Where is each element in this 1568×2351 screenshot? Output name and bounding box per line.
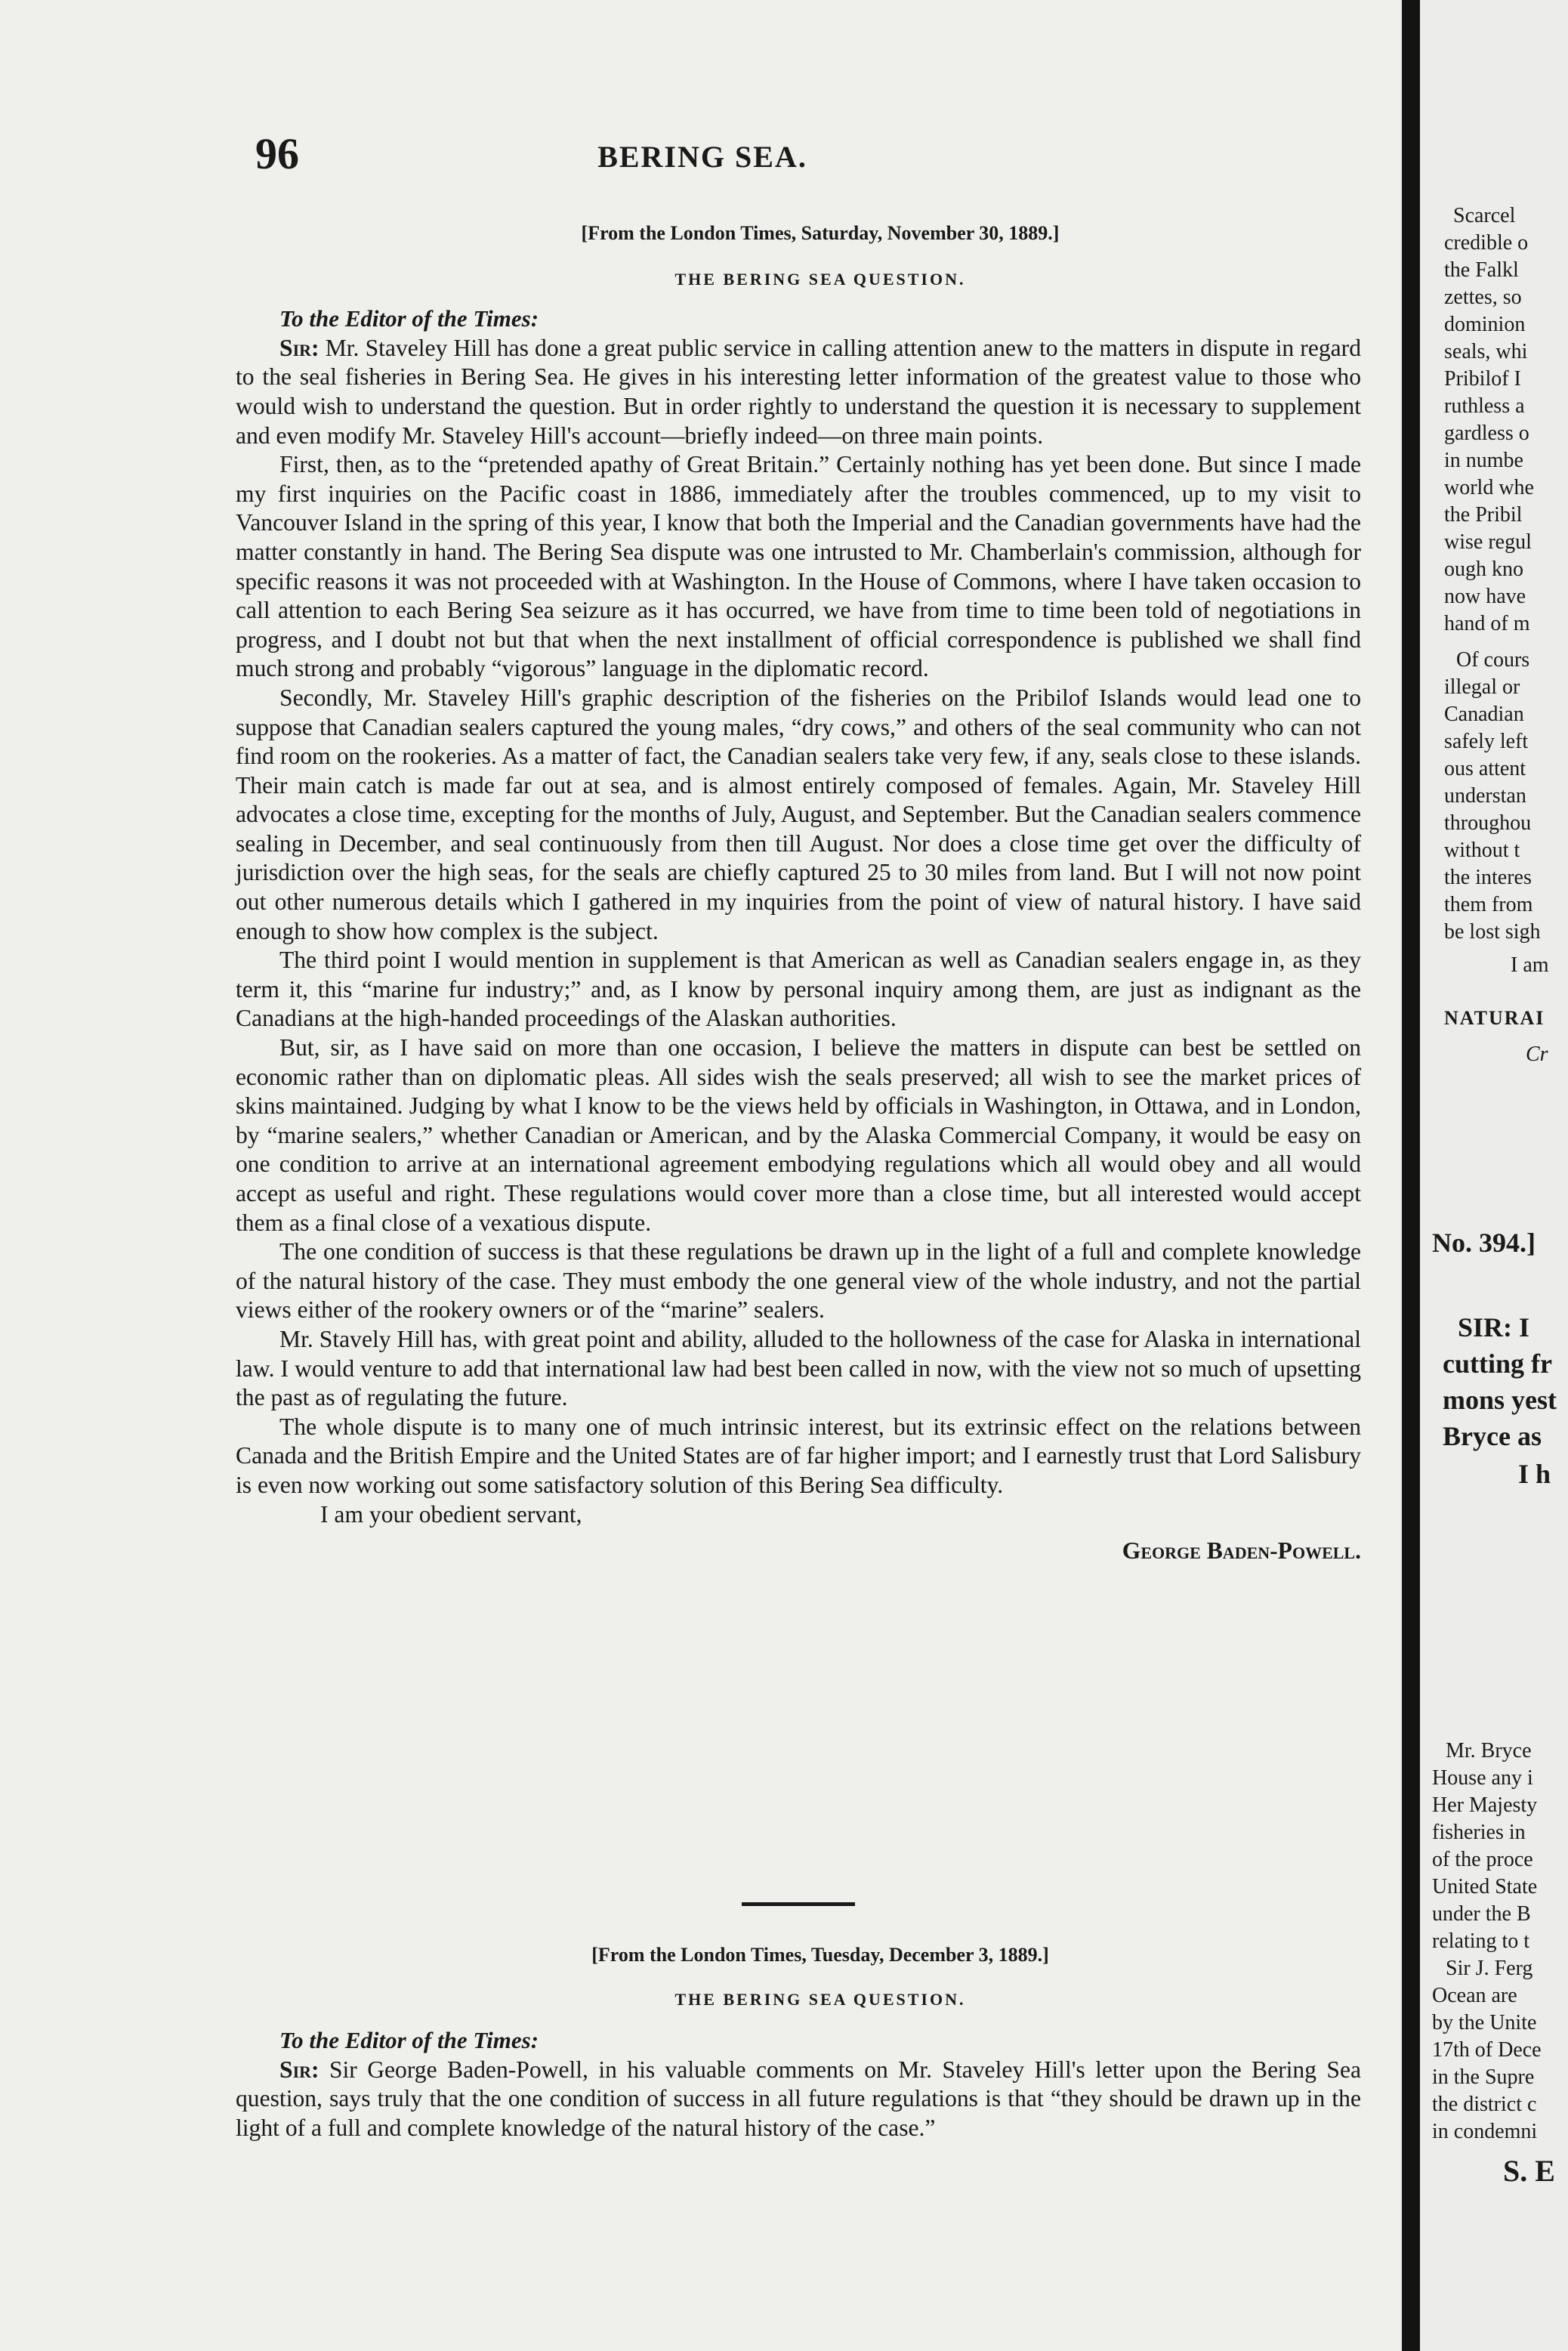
- fragment-line: wise regul: [1444, 530, 1532, 554]
- paragraph-7: Mr. Stavely Hill has, with great point and ability, alluded to the hollowness of the case for Alaska in international law. I would venture to add that international law had best been called in now, with the view not so much of upsetting the past as of regulating the future.: [236, 1325, 1361, 1411]
- fragment-line: Ocean are: [1432, 1984, 1517, 2007]
- fragment-line: throughou: [1444, 811, 1532, 835]
- fragment-line: United State: [1432, 1875, 1538, 1898]
- fragment-line: Cr: [1526, 1043, 1548, 1066]
- fragment-line: now have: [1444, 585, 1526, 608]
- fragment-line: Scarcel: [1453, 204, 1516, 227]
- fragment-line: ough kno: [1444, 558, 1523, 581]
- fragment-line: credible o: [1444, 231, 1529, 255]
- fragment-signature: S. E: [1503, 2154, 1555, 2188]
- fragment-line: zettes, so: [1444, 286, 1522, 309]
- fragment-line: illegal or: [1444, 675, 1520, 699]
- fragment-line: Bryce as: [1443, 1421, 1542, 1451]
- salutation-1: Sir:: [279, 334, 319, 361]
- fragment-doc-number: No. 394.]: [1432, 1228, 1536, 1258]
- fragment-line: without t: [1444, 839, 1520, 862]
- paragraph-1: Sir: Mr. Staveley Hill has done a great public service in calling attention anew to the matters in dispute in regard to the seal fisheries in Bering Sea. He gives in his interesting letter information of the greatest value to those who would wish to understand the question. But in order rightly to understand the question it is necessary to supplement and even modify Mr. Staveley Hill's account—briefly indeed—on three main points.: [236, 334, 1361, 449]
- fragment-line: the interes: [1444, 866, 1532, 889]
- fragment-line: of the proce: [1432, 1848, 1533, 1871]
- paragraph-4: The third point I would mention in supplement is that American as well as Canadian sealers engage in, as they term it, this “marine fur industry;” and, as I know by personal inquiry among them, are just as indignant as the Canadians at the high-handed proceedings of the Alaskan authorities.: [236, 947, 1361, 1032]
- fragment-line: them from: [1444, 893, 1533, 916]
- fragment-line: in numbe: [1444, 449, 1523, 472]
- fragment-line: Canadian: [1444, 703, 1524, 726]
- fragment-line: in condemni: [1432, 2120, 1538, 2143]
- fragment-line: under the B: [1432, 1902, 1531, 1926]
- fragment-line: ruthless a: [1444, 394, 1525, 418]
- fragment-line: SIR: I: [1458, 1312, 1530, 1342]
- paragraph-3: Secondly, Mr. Staveley Hill's graphic description of the fisheries on the Pribilof Islands would lead one to suppose that Canadian sealers captured the young males, “dry cows,” and others of the seal community who can not find room on the rookeries. As a matter of fact, the Canadian sealers take very few, if any, seals close to these islands. Their main catch is made far out at sea, and is almost entirely composed of females. Again, Mr. Staveley Hill advocates a close time, excepting for the months of July, August, and September. But the Canadian sealers commence sealing in December, and seal continuously from then till August. Nor does a close time get over the difficulty of jurisdiction over the high seas, for the seals are chiefly captured 25 to 30 miles from land. But I will not now point out other numerous details which I gathered in my inquiries from the point of view of natural history. I have said enough to show how complex is the subject.: [236, 684, 1361, 944]
- fragment-line: ous attent: [1444, 757, 1526, 780]
- fragment-line: Pribilof I: [1444, 367, 1521, 391]
- fragment-heading: NATURAI: [1444, 1007, 1545, 1029]
- letter-one: [236, 219, 1361, 1566]
- fragment-line: hand of m: [1444, 612, 1530, 635]
- fragment-line: world whe: [1444, 476, 1534, 499]
- fragment-line: I h: [1518, 1459, 1551, 1489]
- fragment-line: relating to t: [1432, 1929, 1530, 1953]
- letter-two: [236, 1902, 1361, 2143]
- binding-gutter: [1402, 0, 1420, 2351]
- fragment-line: 17th of Dece: [1432, 2038, 1542, 2062]
- fragment-line: the Falkl: [1444, 258, 1519, 282]
- paragraph-2: First, then, as to the “pretended apathy of Great Britain.” Certainly nothing has yet been done. But since I made my first inquiries on the Pacific coast in 1886, immediately after the troubles commenced, up to my visit to Vancouver Island in the spring of this year, I know that both the Imperial and the Canadian governments have had the matter constantly in hand. The Bering Sea dispute was one intrusted to Mr. Chamberlain's commission, although for specific reasons it was not proceeded with at Washington. In the House of Commons, where I have taken occasion to call attention to each Bering Sea seizure as it has occurred, we have from time to time been told of negotiations in progress, and I doubt not but that when the next installment of official correspondence is published we shall find much strong and probably “vigorous” language in the diplomatic record.: [236, 451, 1361, 682]
- paragraph-letter-two: Sir: Sir George Baden-Powell, in his valuable comments on Mr. Staveley Hill's letter upon the Bering Sea question, says truly that the one condition of success in all future regulations is that “they should be drawn up in the light of a full and complete knowledge of the natural history of the case.”: [236, 2056, 1361, 2141]
- paragraph-6: The one condition of success is that these regulations be drawn up in the light of a full and complete knowledge of the natural history of the case. They must embody the one general view of the whole industry, and not the partial views either of the rookery owners or of the “marine” sealers.: [236, 1238, 1361, 1324]
- fragment-line: seals, whi: [1444, 340, 1528, 363]
- closing-line: I am your obedient servant,: [320, 1500, 582, 1528]
- fragment-line: dominion: [1444, 313, 1526, 336]
- fragment-line: the district c: [1432, 2093, 1537, 2116]
- fragment-line: safely left: [1444, 730, 1529, 753]
- fragment-line: the Pribil: [1444, 503, 1523, 527]
- article-title-1: THE BERING SEA QUESTION.: [674, 269, 966, 289]
- fragment-line: Sir J. Ferg: [1446, 1957, 1533, 1980]
- fragment-line: House any i: [1432, 1766, 1533, 1790]
- fragment-line: I am: [1511, 953, 1549, 977]
- fragment-line: by the Unite: [1432, 2011, 1537, 2034]
- fragment-line: gardless o: [1444, 422, 1529, 445]
- paragraph-5: But, sir, as I have said on more than one occasion, I believe the matters in dispute can best be settled on economic rather than on diplomatic pleas. All sides wish the seals preserved; all wish to see the market prices of skins maintained. Judging by what I know to be the views held by officials in Washington, in Ottawa, and in London, by “marine sealers,” whether Canadian or American, and by the Alaska Commercial Company, it would be easy on one condition to arrive at an international agreement embodying regulations which all would obey and all would accept as useful and right. These regulations would cover more than a close time, but all interested would accept them as a final close of a vexatious dispute.: [236, 1034, 1361, 1236]
- fragment-line: understan: [1444, 784, 1526, 808]
- fragment-line: Of cours: [1456, 648, 1530, 672]
- page-number: 96: [255, 129, 299, 178]
- fragment-line: Mr. Bryce: [1446, 1739, 1532, 1762]
- source-note-2: [From the London Times, Tuesday, December 3, 1889.]: [591, 1944, 1049, 1966]
- fragment-line: cutting fr: [1443, 1349, 1552, 1379]
- source-note-1: [From the London Times, Saturday, November 30, 1889.]: [581, 222, 1060, 244]
- fragment-line: fisheries in: [1432, 1821, 1526, 1844]
- fragment-line: mons yest: [1443, 1385, 1557, 1415]
- fragment-line: be lost sigh: [1444, 920, 1541, 944]
- salutation-2: Sir:: [279, 2056, 319, 2083]
- fragment-line: Her Majesty: [1432, 1793, 1538, 1817]
- facing-page-fragment: [1420, 0, 1568, 2351]
- addressee-2: To the Editor of the Times:: [279, 2027, 539, 2054]
- addressee-1: To the Editor of the Times:: [279, 305, 539, 332]
- running-head: BERING SEA.: [597, 140, 807, 174]
- fragment-line: in the Supre: [1432, 2065, 1535, 2089]
- article-title-2: THE BERING SEA QUESTION.: [674, 1989, 966, 2009]
- signature: George Baden-Powell.: [1122, 1537, 1361, 1565]
- paragraph-8: The whole dispute is to many one of much intrinsic interest, but its extrinsic effect on the relations between Canada and the British Empire and the United States are of far higher import; and I earnestly trust that Lord Salisbury is even now working out some satisfactory solution of this Bering Sea difficulty.: [236, 1413, 1361, 1498]
